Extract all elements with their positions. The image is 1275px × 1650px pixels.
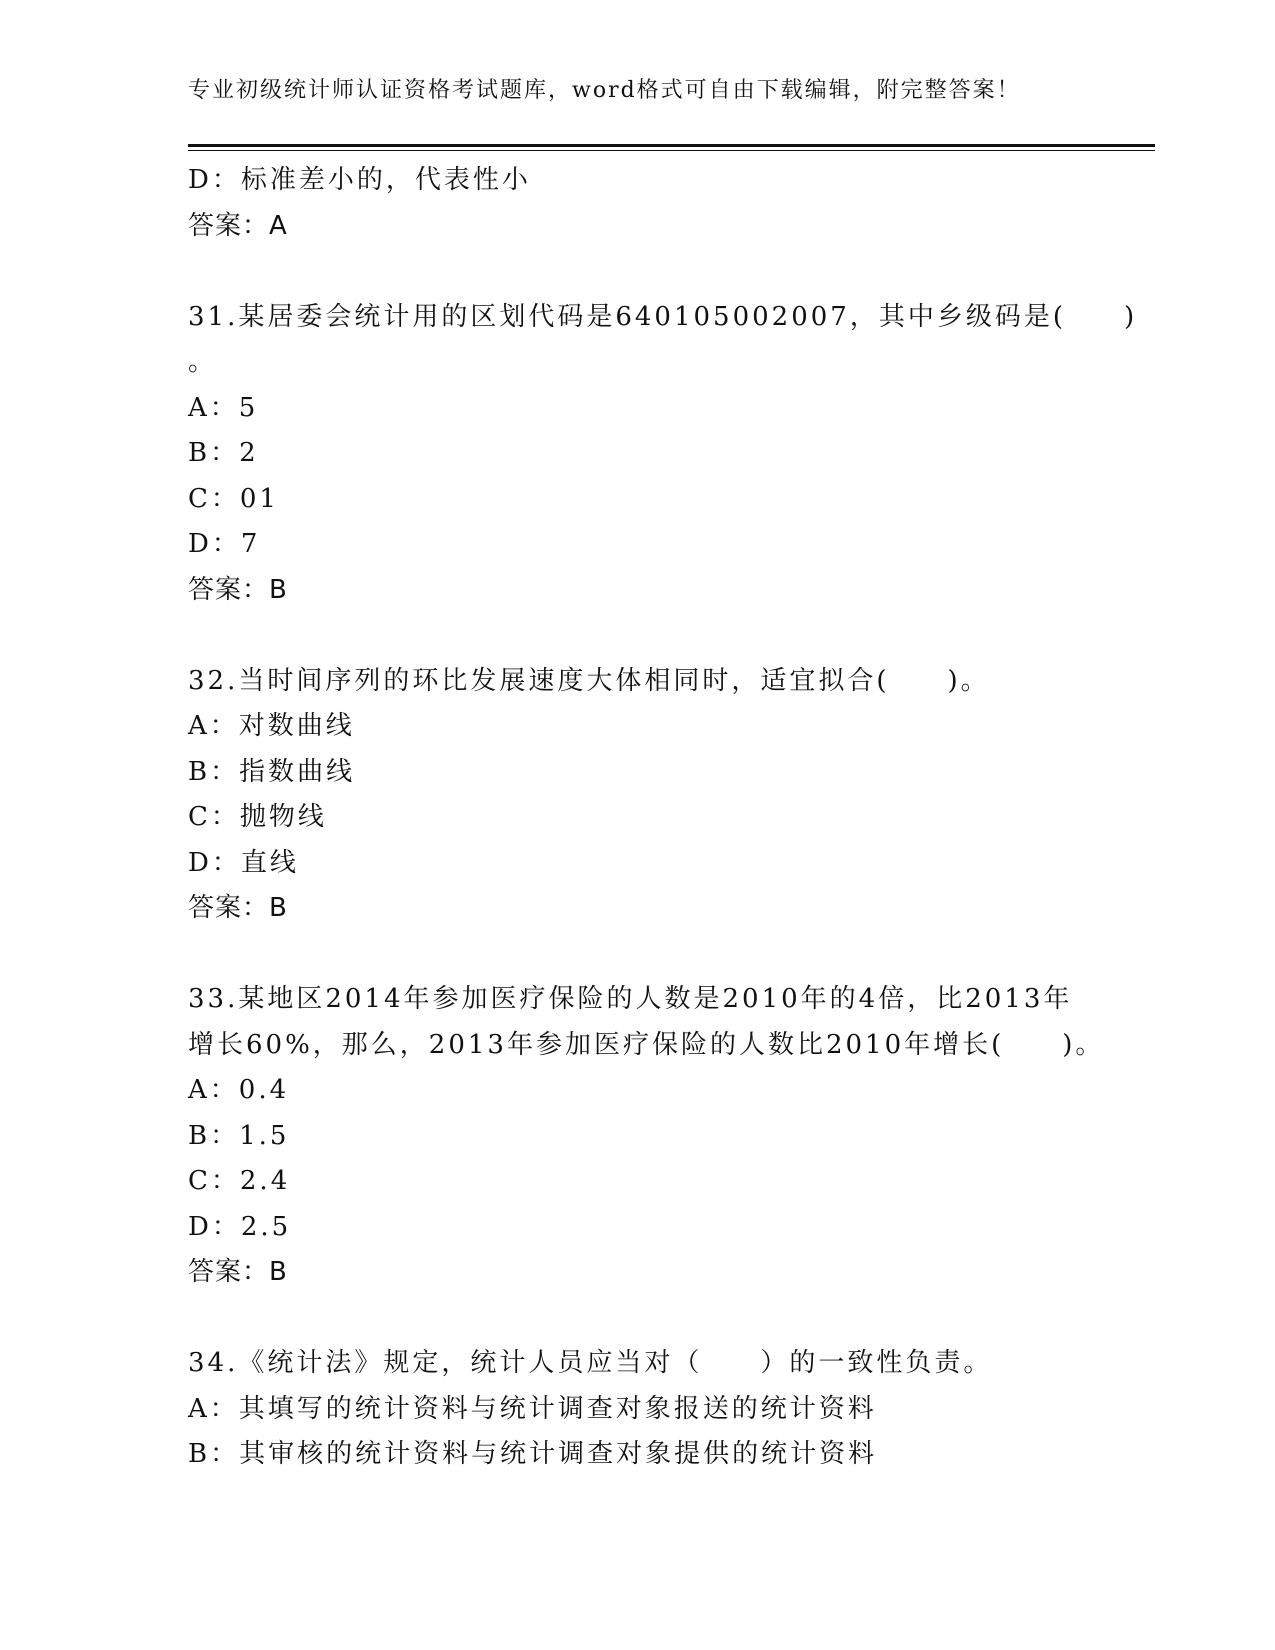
option-a: A：0.4 bbox=[188, 1075, 290, 1105]
option-b: B：1.5 bbox=[188, 1120, 290, 1151]
option-c: C：01 bbox=[188, 483, 279, 514]
question-content bbox=[188, 158, 1138, 1478]
option-d: D：直线 bbox=[188, 847, 299, 878]
question-stem: 32.当时间序列的环比发展速度大体相同时，适宜拟合( )。 bbox=[188, 665, 990, 696]
question-stem-continued: 增长60%，那么，2013年参加医疗保险的人数比2010年增长( )。 bbox=[188, 1029, 1105, 1060]
spacer bbox=[188, 1296, 1088, 1342]
option-a: A：其填写的统计资料与统计调查对象报送的统计资料 bbox=[188, 1393, 877, 1424]
prev-answer: 答案：A bbox=[188, 210, 288, 241]
question-34 bbox=[188, 1341, 1088, 1478]
option-d: D：2.5 bbox=[188, 1211, 292, 1242]
question-stem: 33.某地区2014年参加医疗保险的人数是2010年的4倍，比2013年 bbox=[188, 984, 1073, 1014]
answer: 答案：B bbox=[188, 574, 288, 605]
question-31 bbox=[188, 295, 1138, 614]
header-rule-thick bbox=[188, 144, 1155, 147]
header-rule-thin bbox=[188, 150, 1155, 151]
option-d: D：7 bbox=[188, 529, 261, 559]
question-stem: 31.某居委会统计用的区划代码是640105002007，其中乡级码是( ) bbox=[188, 301, 1138, 332]
question-stem-continued: 。 bbox=[188, 347, 218, 377]
spacer bbox=[188, 249, 1088, 295]
answer: 答案：B bbox=[188, 893, 288, 923]
answer: 答案：B bbox=[188, 1257, 288, 1287]
option-a: A：对数曲线 bbox=[188, 711, 355, 741]
option-b: B：其审核的统计资料与统计调查对象提供的统计资料 bbox=[188, 1439, 878, 1469]
spacer bbox=[188, 932, 1088, 978]
option-c: C：2.4 bbox=[188, 1166, 291, 1196]
option-b: B：指数曲线 bbox=[188, 756, 356, 787]
question-stem: 34.《统计法》规定，统计人员应当对（ ）的一致性负责。 bbox=[188, 1348, 993, 1378]
question-32 bbox=[188, 659, 1088, 932]
option-b: B：2 bbox=[188, 438, 259, 468]
option-c: C：抛物线 bbox=[188, 802, 327, 832]
prev-option-d: D：标准差小的，代表性小 bbox=[188, 165, 531, 195]
question-33 bbox=[188, 977, 1105, 1296]
option-a: A：5 bbox=[188, 392, 259, 423]
spacer bbox=[188, 613, 1088, 659]
header-note: 专业初级统计师认证资格考试题库，word格式可自由下载编辑，附完整答案！ bbox=[188, 78, 1021, 103]
